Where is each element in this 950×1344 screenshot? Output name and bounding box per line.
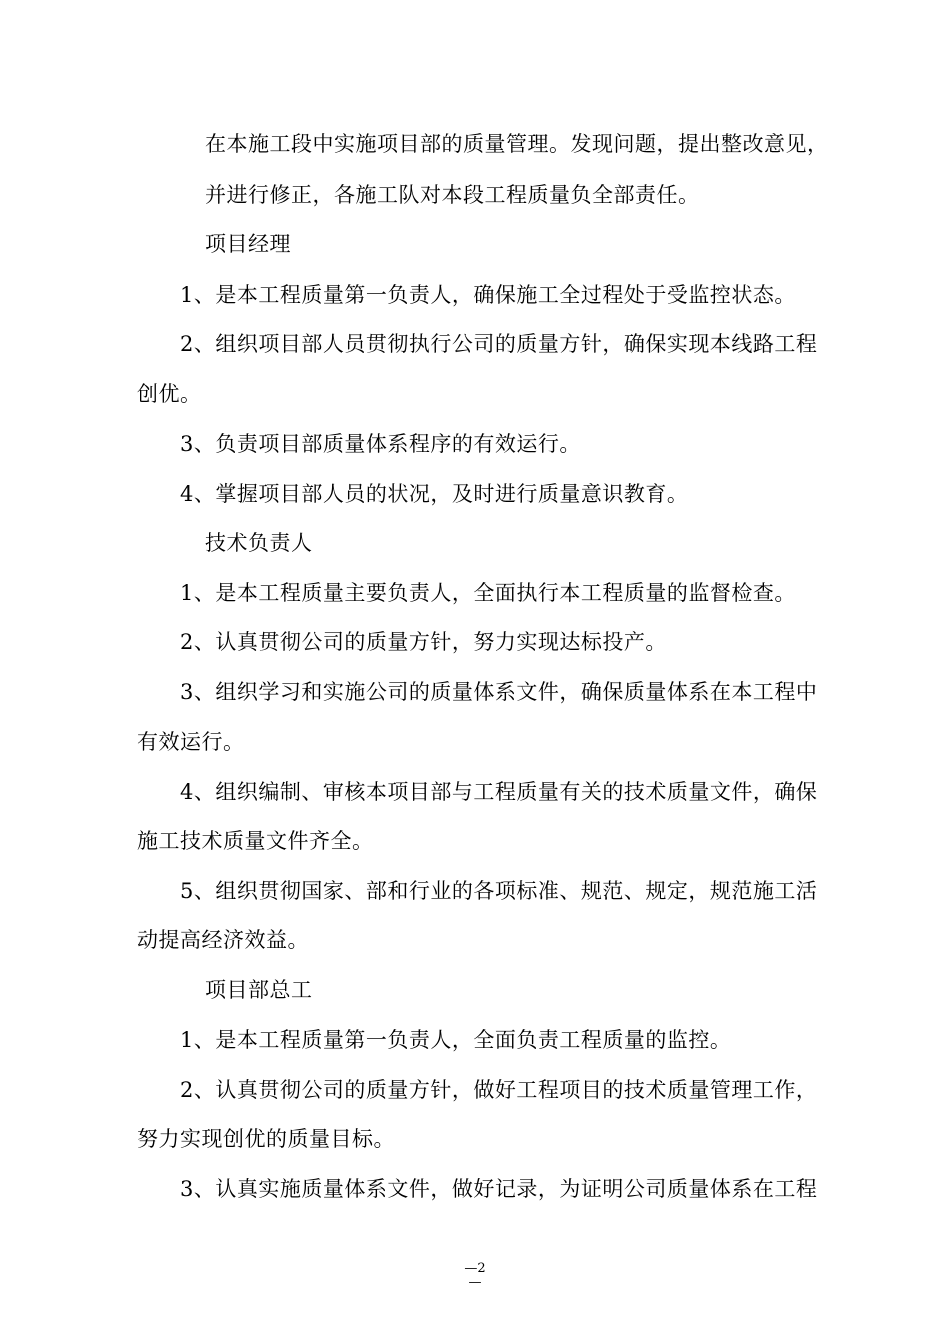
page-number-dash: — <box>468 1275 482 1290</box>
list-item: 1、是本工程质量主要负责人，全面执行本工程质量的监督检查。 <box>180 581 796 605</box>
list-item-continuation: 动提高经济效益。 <box>137 928 309 952</box>
list-item: 2、认真贯彻公司的质量方针，努力实现达标投产。 <box>180 630 667 654</box>
paragraph-line: 在本施工段中实施项目部的质量管理。发现问题，提出整改意见， <box>205 132 829 156</box>
page-number: —2 <box>464 1261 486 1276</box>
list-item: 4、组织编制、审核本项目部与工程质量有关的技术质量文件，确保 <box>180 780 818 804</box>
list-item-continuation: 施工技术质量文件齐全。 <box>137 829 374 853</box>
list-item: 3、组织学习和实施公司的质量体系文件，确保质量体系在本工程中 <box>180 680 818 704</box>
list-item: 2、认真贯彻公司的质量方针，做好工程项目的技术质量管理工作， <box>180 1078 818 1102</box>
list-item: 4、掌握项目部人员的状况，及时进行质量意识教育。 <box>180 482 689 506</box>
section-heading-project-manager: 项目经理 <box>205 232 291 256</box>
list-item: 2、组织项目部人员贯彻执行公司的质量方针，确保实现本线路工程 <box>180 332 818 356</box>
section-heading-chief-engineer: 项目部总工 <box>205 978 313 1002</box>
list-item: 3、负责项目部质量体系程序的有效运行。 <box>180 432 581 456</box>
list-item: 5、组织贯彻国家、部和行业的各项标准、规范、规定，规范施工活 <box>180 879 818 903</box>
section-heading-technical-lead: 技术负责人 <box>205 531 313 555</box>
list-item-continuation: 创优。 <box>137 382 202 406</box>
list-item: 1、是本工程质量第一负责人，确保施工全过程处于受监控状态。 <box>180 283 796 307</box>
list-item: 3、认真实施质量体系文件，做好记录，为证明公司质量体系在工程 <box>180 1177 818 1201</box>
list-item: 1、是本工程质量第一负责人，全面负责工程质量的监控。 <box>180 1028 732 1052</box>
list-item-continuation: 努力实现创优的质量目标。 <box>137 1127 395 1151</box>
paragraph-line: 并进行修正，各施工队对本段工程质量负全部责任。 <box>205 183 700 207</box>
list-item-continuation: 有效运行。 <box>137 730 245 754</box>
